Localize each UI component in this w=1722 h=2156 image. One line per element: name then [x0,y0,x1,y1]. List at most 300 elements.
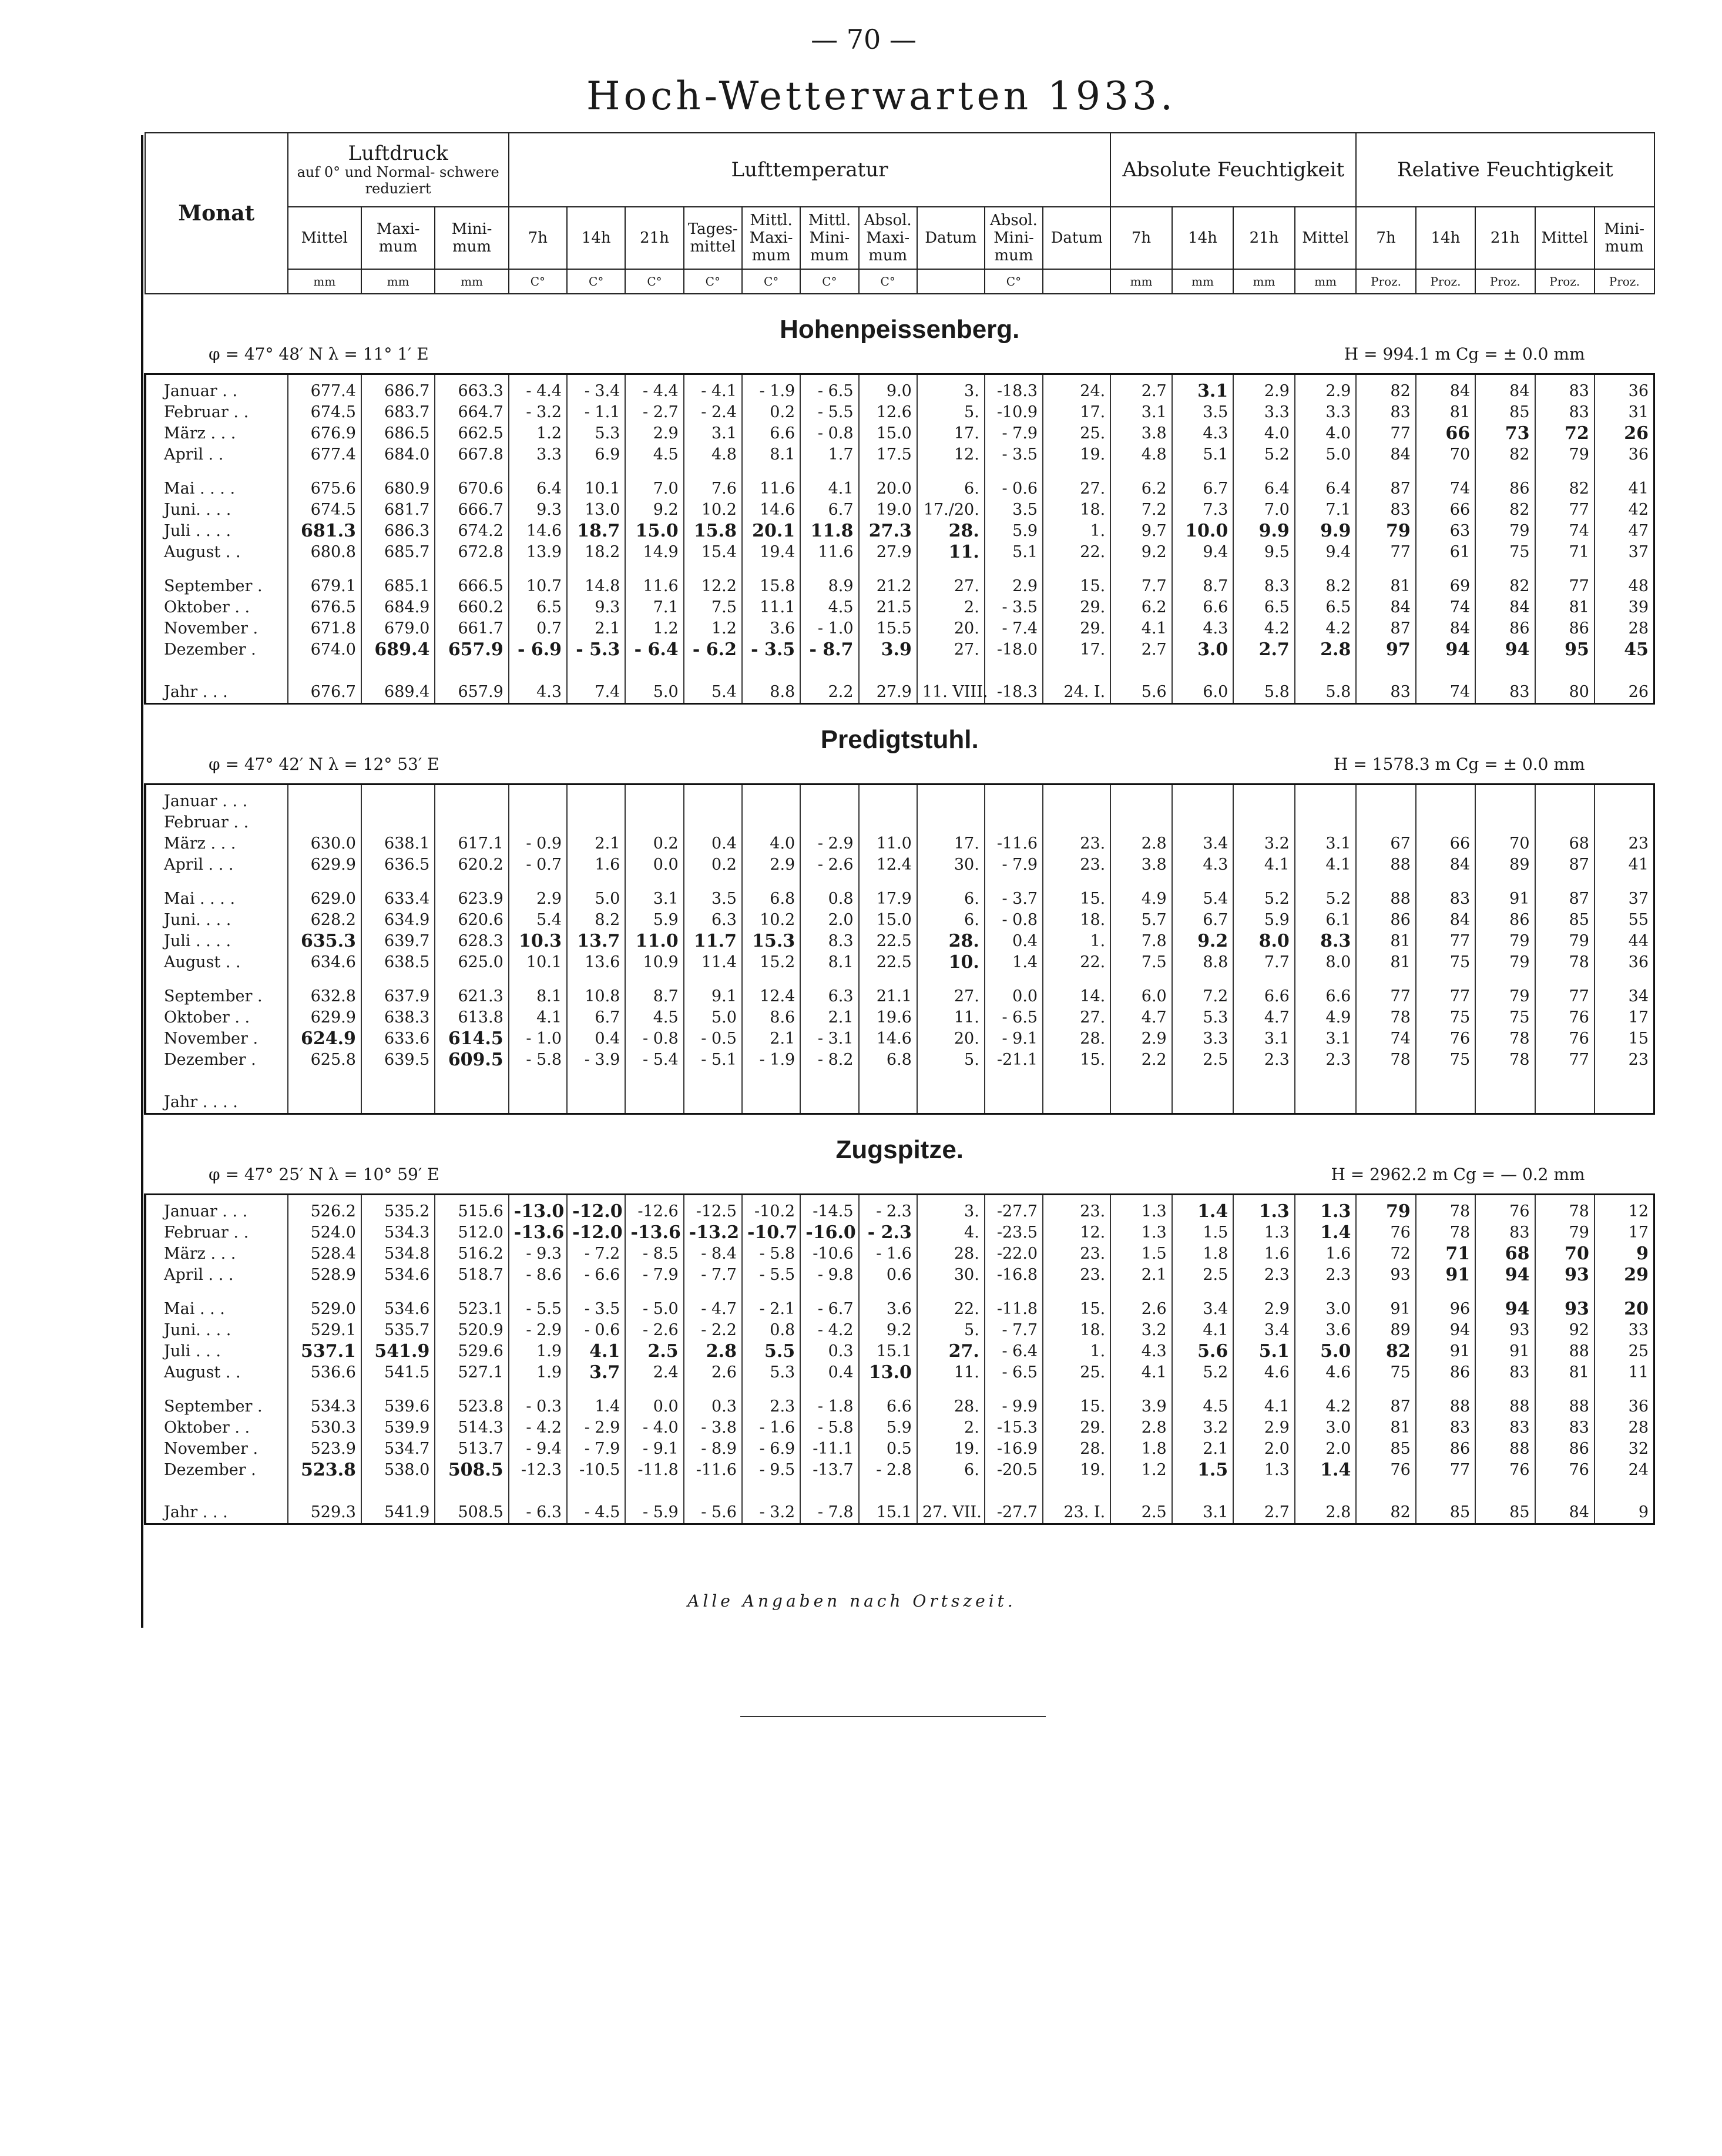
table-cell: 2.1 [567,618,625,639]
table-cell: 6.2 [1110,478,1172,499]
table-cell: 9.7 [1110,521,1172,542]
spacer-cell [1475,660,1535,673]
table-cell: - 2.9 [800,833,858,854]
spacer-cell [567,1071,625,1084]
spacer-cell [1043,660,1110,673]
table-cell: 83 [1475,1222,1535,1243]
table-cell: 5.1 [1172,444,1234,465]
table-cell: 23. [1043,1195,1110,1223]
table-cell [800,812,858,833]
table-row [145,952,1654,973]
table-cell [288,812,361,833]
table-cell: 3.5 [985,499,1043,521]
column-header: 7h [1356,207,1415,269]
spacer-cell [361,1383,435,1396]
table-cell: 7.5 [1110,952,1172,973]
table-cell: -13.2 [684,1222,742,1243]
table-cell: 4.3 [1172,854,1234,876]
table-cell: 5.3 [742,1362,800,1383]
table-cell: 78 [1475,1050,1535,1071]
spacer-cell [625,465,683,478]
table-row [145,1265,1654,1286]
table-cell: 2.0 [800,910,858,931]
table-cell: - 3.7 [985,888,1043,910]
table-cell: 31 [1595,402,1654,423]
table-cell: 14.8 [567,576,625,597]
spacer-cell [625,1383,683,1396]
station-header [145,294,1654,374]
table-cell: 77 [1416,931,1475,952]
table-cell: -18.3 [985,673,1043,704]
table-cell: 18.7 [567,521,625,542]
table-cell: 2.3 [1295,1265,1357,1286]
table-cell: 628.3 [435,931,508,952]
table-cell: - 6.7 [800,1299,858,1320]
table-cell: 10.8 [567,986,625,1007]
table-cell: 89 [1475,854,1535,876]
table-row [145,833,1654,854]
table-cell: 677.4 [288,374,361,403]
table-cell: 524.0 [288,1222,361,1243]
table-cell: 5. [917,1320,985,1341]
table-cell: 2.5 [1172,1050,1234,1071]
table-cell: 3.3 [1172,1028,1234,1050]
table-cell: 526.2 [288,1195,361,1223]
table-cell: 78 [1535,1195,1595,1223]
table-cell: - 4.2 [509,1417,567,1439]
table-cell: 67 [1356,833,1415,854]
table-cell: 20 [1595,1299,1654,1320]
spacer-cell [1295,876,1357,888]
table-cell: 1.3 [1110,1195,1172,1223]
table-cell: 78 [1535,952,1595,973]
spacer-cell [985,973,1043,986]
table-cell: 4.1 [800,478,858,499]
table-cell: 541.5 [361,1362,435,1383]
station-name: Hohenpeissenberg. [780,315,1020,344]
table-cell: 75 [1416,952,1475,973]
table-cell: 6.2 [1110,597,1172,618]
spacer-cell [1356,1383,1415,1396]
table-cell: 4.3 [1110,1341,1172,1362]
table-cell: 629.9 [288,854,361,876]
spacer-cell [1475,465,1535,478]
table-row [145,1007,1654,1028]
table-cell: 76 [1475,1195,1535,1223]
table-cell: 36 [1595,374,1654,403]
table-cell: 4.9 [1110,888,1172,910]
table-cell: 2.2 [1110,1050,1172,1071]
column-header: Datum [1043,207,1110,269]
table-cell: 22. [1043,952,1110,973]
table-cell: 39 [1595,597,1654,618]
table-cell: 29 [1595,1265,1654,1286]
table-cell: 2.3 [1233,1265,1295,1286]
table-cell: 48 [1595,576,1654,597]
table-cell: 15.0 [859,910,917,931]
table-cell: 2.9 [1233,1417,1295,1439]
table-cell: 37 [1595,542,1654,563]
table-cell: 1.4 [1295,1222,1357,1243]
spacer-cell [509,1286,567,1299]
table-cell: 93 [1535,1265,1595,1286]
table-cell: 684.0 [361,444,435,465]
table-cell: - 6.5 [800,374,858,403]
table-cell: 9.2 [859,1320,917,1341]
spacer-cell [509,660,567,673]
table-cell [1475,784,1535,813]
table-cell: - 0.8 [625,1028,683,1050]
table-cell: 12.2 [684,576,742,597]
table-cell: 8.3 [1233,576,1295,597]
spacer-cell [288,563,361,576]
table-cell: 15.3 [742,931,800,952]
table-cell [985,784,1043,813]
table-cell: 5.0 [1295,444,1357,465]
month-label: März . . . [145,833,288,854]
table-cell: 4.1 [509,1007,567,1028]
table-cell: 68 [1535,833,1595,854]
table-cell: 25. [1043,423,1110,444]
table-cell: 4.1 [567,1341,625,1362]
table-cell: 10.0 [1172,521,1234,542]
spacer-cell [361,465,435,478]
table-cell: 6.5 [1295,597,1357,618]
table-cell: 523.1 [435,1299,508,1320]
table-cell [625,784,683,813]
table-cell: -10.9 [985,402,1043,423]
row-spacer [145,1481,1654,1494]
table-row [145,576,1654,597]
spacer-cell [1043,1481,1110,1494]
table-cell: 5.1 [1233,1341,1295,1362]
spacer-cell [1233,563,1295,576]
table-cell: 86 [1475,618,1535,639]
column-header: 7h [1110,207,1172,269]
spacer-cell [1475,1383,1535,1396]
table-cell: 22.5 [859,931,917,952]
table-cell: 6.1 [1295,910,1357,931]
spacer-cell [435,465,508,478]
table-cell: 17.5 [859,444,917,465]
spacer-cell [1356,660,1415,673]
spacer-cell [742,465,800,478]
table-cell: 17 [1595,1222,1654,1243]
table-cell: - 7.7 [985,1320,1043,1341]
table-cell: 25 [1595,1341,1654,1362]
spacer-cell [859,1383,917,1396]
table-cell: 18. [1043,499,1110,521]
spacer-cell [1535,973,1595,986]
spacer-cell [435,1071,508,1084]
table-cell: 0.5 [859,1439,917,1460]
spacer-cell [800,563,858,576]
table-cell: 83 [1356,499,1415,521]
table-cell: -27.7 [985,1195,1043,1223]
table-cell: 617.1 [435,833,508,854]
table-cell: 84 [1475,597,1535,618]
table-cell: 19.6 [859,1007,917,1028]
table-cell: -12.3 [509,1460,567,1481]
table-cell: -23.5 [985,1222,1043,1243]
spacer-cell [567,563,625,576]
spacer-cell [567,973,625,986]
spacer-cell [509,876,567,888]
table-cell: 12. [917,444,985,465]
table-cell: 28. [917,521,985,542]
table-cell: 14. [1043,986,1110,1007]
table-cell: 28. [1043,1439,1110,1460]
table-cell [509,812,567,833]
table-cell: 41 [1595,478,1654,499]
table-cell: - 8.9 [684,1439,742,1460]
table-cell: 12.4 [742,986,800,1007]
table-cell [985,812,1043,833]
month-label: Mai . . . . [145,888,288,910]
table-cell: 638.5 [361,952,435,973]
table-cell: 14.6 [509,521,567,542]
table-cell: 3.2 [1110,1320,1172,1341]
table-row [145,931,1654,952]
table-cell: 83 [1475,1362,1535,1383]
table-cell: 520.9 [435,1320,508,1341]
month-label: Januar . . . [145,784,288,813]
table-cell: 81 [1356,576,1415,597]
table-cell [435,784,508,813]
unit-header: Proz. [1475,269,1535,294]
table-cell: 689.4 [361,673,435,704]
spacer-cell [1356,973,1415,986]
table-cell: 528.9 [288,1265,361,1286]
table-cell: 7.7 [1110,576,1172,597]
table-cell: 14.9 [625,542,683,563]
spacer-cell [1416,660,1475,673]
month-label: Dezember . [145,1460,288,1481]
table-cell: - 5.1 [684,1050,742,1071]
table-cell: -22.0 [985,1243,1043,1265]
table-cell: 87 [1535,888,1595,910]
table-cell [1172,784,1234,813]
table-cell: 6. [917,478,985,499]
row-spacer [145,1383,1654,1396]
spacer-cell [800,1071,858,1084]
table-cell: 6.6 [1233,986,1295,1007]
table-cell: 3.7 [567,1362,625,1383]
table-cell: 681.3 [288,521,361,542]
unit-header: C° [509,269,567,294]
spacer-cell [145,465,288,478]
table-cell: 620.2 [435,854,508,876]
column-header: Mini- mum [435,207,508,269]
table-cell: 679.0 [361,618,435,639]
table-cell: 19.0 [859,499,917,521]
table-cell: 680.9 [361,478,435,499]
spacer-cell [435,973,508,986]
table-cell: 77 [1535,986,1595,1007]
table-cell: 4.1 [1295,854,1357,876]
table-cell: - 0.5 [684,1028,742,1050]
spacer-cell [1356,876,1415,888]
table-row [145,597,1654,618]
station-coordinates: φ = 47° 42′ N λ = 12° 53′ E [209,755,439,774]
month-label: Januar . . . [145,1195,288,1223]
table-cell: - 7.9 [985,423,1043,444]
table-cell: 2. [917,597,985,618]
table-cell: - 1.0 [800,618,858,639]
table-cell [1172,1084,1234,1114]
spacer-cell [985,1071,1043,1084]
spacer-cell [1475,1481,1535,1494]
table-cell: 634.9 [361,910,435,931]
table-cell: 662.5 [435,423,508,444]
table-cell: 79 [1475,986,1535,1007]
table-cell: 9.2 [1172,931,1234,952]
table-cell: -10.5 [567,1460,625,1481]
table-cell: 70 [1535,1243,1595,1265]
table-cell: 4.0 [1233,423,1295,444]
table-cell: - 9.5 [742,1460,800,1481]
spacer-cell [917,465,985,478]
spacer-cell [1043,465,1110,478]
table-cell: 657.9 [435,639,508,660]
spacer-cell [1043,876,1110,888]
table-cell: 672.8 [435,542,508,563]
table-cell [859,1084,917,1114]
spacer-cell [800,660,858,673]
table-cell: 8.3 [1295,931,1357,952]
table-cell: 633.4 [361,888,435,910]
table-cell: 85 [1356,1439,1415,1460]
table-cell: 1.6 [1233,1243,1295,1265]
table-cell: 1.8 [1172,1243,1234,1265]
table-cell: 8.8 [1172,952,1234,973]
table-cell: - 4.7 [684,1299,742,1320]
table-row [145,854,1654,876]
table-cell: 670.6 [435,478,508,499]
spacer-cell [1043,563,1110,576]
unit-header: C° [859,269,917,294]
table-cell: 10.3 [509,931,567,952]
table-cell: 1.6 [567,854,625,876]
table-cell: 21.1 [859,986,917,1007]
table-cell: 1.9 [509,1362,567,1383]
spacer-cell [288,1481,361,1494]
table-cell: 68 [1475,1243,1535,1265]
table-cell: - 4.5 [567,1494,625,1524]
table-cell: 3.2 [1172,1417,1234,1439]
header-column-labels [145,207,1654,269]
spacer-cell [1356,465,1415,478]
spacer-cell [145,1383,288,1396]
table-cell: 88 [1535,1396,1595,1417]
spacer-cell [742,876,800,888]
table-cell: 82 [1356,374,1415,403]
spacer-cell [1595,1383,1654,1396]
table-cell: 76 [1356,1222,1415,1243]
table-cell: 5.0 [567,888,625,910]
table-cell: - 6.6 [567,1265,625,1286]
spacer-cell [625,660,683,673]
table-cell: 4.1 [1110,1362,1172,1383]
spacer-cell [1595,465,1654,478]
spacer-cell [145,1071,288,1084]
table-cell: 9.1 [684,986,742,1007]
table-cell: 30. [917,854,985,876]
spacer-cell [1475,973,1535,986]
spacer-cell [859,1286,917,1299]
spacer-cell [985,563,1043,576]
spacer-cell [435,876,508,888]
table-cell: 4.1 [1233,854,1295,876]
unit-header: Proz. [1595,269,1654,294]
column-header: 14h [1416,207,1475,269]
spacer-cell [1356,1286,1415,1299]
table-row [145,423,1654,444]
spacer-cell [625,973,683,986]
table-cell: 91 [1416,1265,1475,1286]
table-cell: 75 [1475,1007,1535,1028]
spacer-cell [1233,876,1295,888]
table-cell: 1.5 [1172,1460,1234,1481]
table-cell: 1.5 [1110,1243,1172,1265]
spacer-cell [567,465,625,478]
table-row [145,784,1654,813]
month-label: August . . [145,1362,288,1383]
table-cell: 1.2 [509,423,567,444]
spacer-cell [1172,973,1234,986]
table-cell: - 7.8 [800,1494,858,1524]
spacer-cell [1535,1481,1595,1494]
spacer-cell [1416,465,1475,478]
table-cell: 679.1 [288,576,361,597]
spacer-cell [361,876,435,888]
spacer-cell [509,563,567,576]
table-cell: 7.2 [1110,499,1172,521]
row-spacer [145,563,1654,576]
header-luftdruck-title: Luftdruck [348,142,448,165]
table-cell: 82 [1475,499,1535,521]
unit-header: Proz. [1416,269,1475,294]
spacer-cell [1295,660,1357,673]
table-cell: 3.1 [1110,402,1172,423]
table-cell: - 0.7 [509,854,567,876]
spacer-cell [1233,1071,1295,1084]
table-cell: 1.7 [800,444,858,465]
spacer-cell [1295,1481,1357,1494]
table-cell: 2.9 [509,888,567,910]
table-cell: 5.8 [1295,673,1357,704]
table-cell: 0.0 [625,1396,683,1417]
table-cell: 17. [1043,639,1110,660]
table-cell: 87 [1535,854,1595,876]
table-cell: 91 [1356,1299,1415,1320]
table-row [145,1299,1654,1320]
table-cell: 6.3 [800,986,858,1007]
table-cell: 11.6 [625,576,683,597]
table-cell [567,812,625,833]
spacer-cell [859,465,917,478]
spacer-cell [1172,876,1234,888]
table-cell: 633.6 [361,1028,435,1050]
month-label: März . . . [145,1243,288,1265]
table-cell: 6.9 [567,444,625,465]
spacer-cell [567,660,625,673]
table-cell: 5.9 [1233,910,1295,931]
column-header: Tages- mittel [684,207,742,269]
table-row [145,1460,1654,1481]
table-cell: 15. [1043,1050,1110,1071]
table-cell: 2.7 [1110,639,1172,660]
